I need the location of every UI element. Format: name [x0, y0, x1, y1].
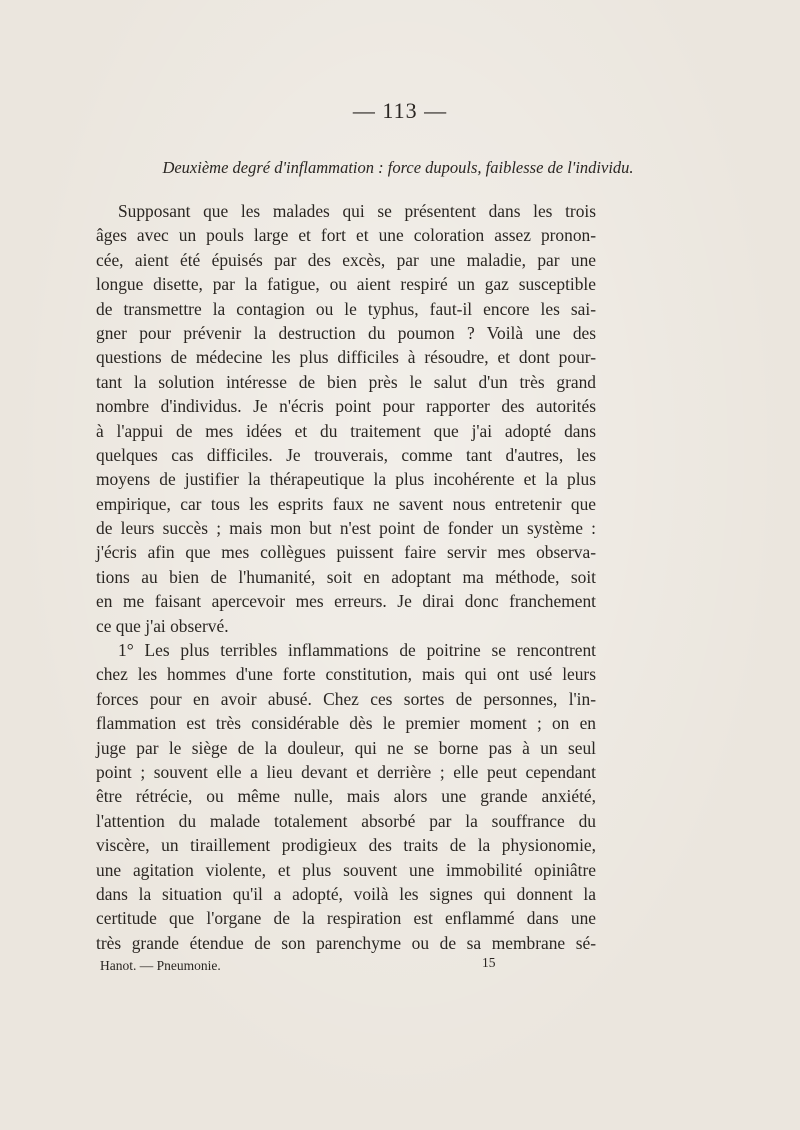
text-line: quelques cas difficiles. Je trouverais, comme tant d'autres, les	[96, 444, 596, 465]
text-line: tions au bien de l'humanité, soit en adoptant ma méthode, soit	[96, 566, 596, 587]
text-line: en me faisant apercevoir mes erreurs. Je dirai donc franchement	[96, 591, 596, 612]
text-line: 1° Les plus terribles inflammations de poitrine se rencontrent	[118, 640, 596, 661]
section-heading: Deuxième degré d'inflammation : force dupouls, faiblesse de l'individu.	[162, 158, 634, 177]
text-line: cée, aient été épuisés par des excès, par une maladie, par une	[96, 249, 596, 270]
text-line: moyens de justifier la thérapeutique la plus incohérente et la plus	[96, 469, 596, 490]
text-line: questions de médecine les plus difficiles à résoudre, et dont pour-	[96, 347, 596, 368]
text-line: à l'appui de mes idées et du traitement que j'ai adopté dans	[96, 420, 596, 441]
running-footer: Hanot. — Pneumonie.	[100, 958, 221, 973]
text-line: très grande étendue de son parenchyme ou de sa membrane sé-	[96, 932, 596, 953]
text-line: j'écris afin que mes collègues puissent faire servir mes observa-	[96, 542, 596, 563]
text-line: empirique, car tous les esprits faux ne savent nous entretenir que	[96, 493, 596, 514]
text-line: tant la solution intéresse de bien près le salut d'un très grand	[96, 371, 596, 392]
text-line: nombre d'individus. Je n'écris point pour rapporter des autorités	[96, 396, 596, 417]
page-number: — 113 —	[352, 98, 448, 123]
text-line: être rétrécie, ou même nulle, mais alors une grande anxiété,	[96, 786, 596, 807]
text-line: flammation est très considérable dès le premier moment ; on en	[96, 713, 596, 734]
text-line: forces pour en avoir abusé. Chez ces sortes de personnes, l'in-	[96, 688, 596, 709]
text-line: dans la situation qu'il a adopté, voilà les signes qui donnent la	[96, 883, 596, 904]
text-line: l'attention du malade totalement absorbé par la souffrance du	[96, 810, 596, 831]
text-line: viscère, un tiraillement prodigieux des traits de la physionomie,	[96, 835, 596, 856]
text-line: chez les hommes d'une forte constitution, mais qui ont usé leurs	[96, 664, 596, 685]
text-line: juge par le siège de la douleur, qui ne se borne pas à un seul	[96, 737, 596, 758]
text-line: âges avec un pouls large et fort et une coloration assez pronon-	[96, 225, 596, 246]
text-line: de leurs succès ; mais mon but n'est point de fonder un système :	[96, 518, 596, 539]
paragraph	[96, 638, 596, 955]
text-line: certitude que l'organe de la respiration est enflammé dans une	[96, 908, 596, 929]
signature-mark: 15	[482, 955, 496, 970]
text-line: Supposant que les malades qui se présentent dans les trois	[118, 201, 596, 221]
paragraph	[96, 199, 596, 638]
text-line: gner pour prévenir la destruction du poumon ? Voilà une des	[96, 322, 596, 343]
text-line: ce que j'ai observé.	[96, 615, 229, 636]
body-text	[96, 199, 596, 955]
text-line: point ; souvent elle a lieu devant et derrière ; elle peut cependant	[96, 761, 596, 782]
text-line: de transmettre la contagion ou le typhus, faut-il encore les sai-	[96, 298, 596, 319]
text-line: une agitation violente, et plus souvent une immobilité opiniâtre	[96, 859, 596, 880]
text-line: longue disette, par la fatigue, ou aient respiré un gaz susceptible	[96, 274, 596, 295]
